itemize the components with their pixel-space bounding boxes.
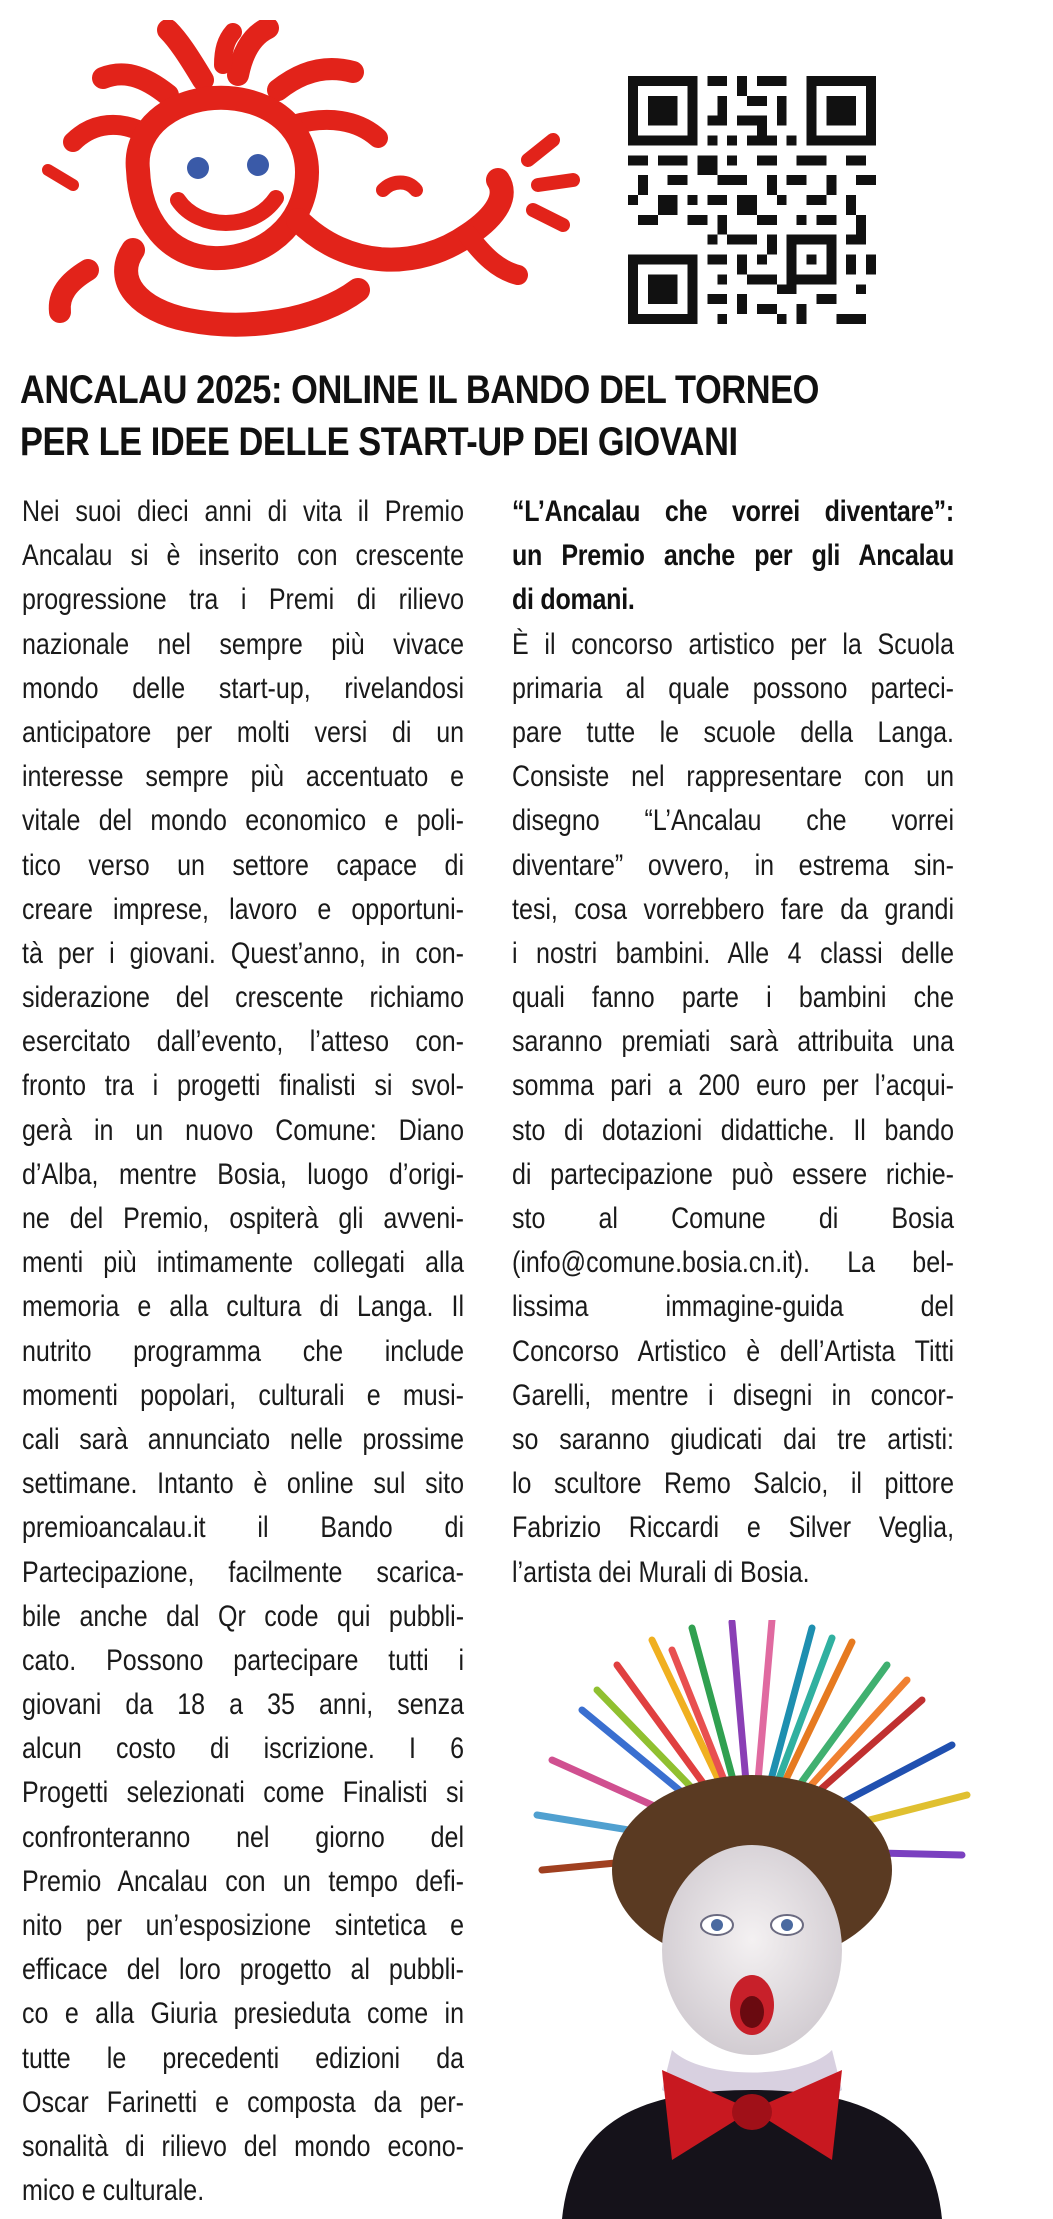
- body-line: Fabrizio Riccardi e Silver Veglia,: [512, 1511, 955, 1545]
- child-with-pencil-hair-photo-icon: [522, 1620, 982, 2219]
- body-line: mondo delle start-up, rivelandosi: [22, 671, 465, 705]
- body-line: Partecipazione, facilmente scarica-: [22, 1555, 465, 1589]
- body-line: efficace del loro progetto al pubbli-: [22, 1953, 465, 1987]
- body-line: somma pari a 200 euro per l’acqui-: [512, 1069, 955, 1103]
- body-line: pare tutte le scuole della Langa.: [512, 715, 955, 749]
- body-line: confronteranno nel giorno del: [22, 1820, 465, 1854]
- body-line: menti più intimamente collegati alla: [22, 1246, 465, 1280]
- body-line: alcun costo di iscrizione. I 6: [22, 1732, 465, 1766]
- body-line: esercitato dall’evento, l’atteso con-: [22, 1025, 465, 1059]
- body-line: nutrito programma che include: [22, 1334, 465, 1368]
- body-line: primaria al quale possono parteci-: [512, 671, 955, 705]
- body-line: cato. Possono partecipare tutti i: [22, 1643, 465, 1677]
- subheading-line: di domani.: [512, 583, 635, 617]
- body-line: tesi, cosa vorrebbero fare da grandi: [512, 892, 955, 926]
- body-line: disegno “L’Ancalau che vorrei: [512, 804, 955, 838]
- body-line: co e alla Giuria presieduta come in: [22, 1997, 465, 2031]
- body-line: diventare” ovvero, in estrema sin-: [512, 848, 955, 882]
- subheading-line: un Premio anche per gli Ancalau: [512, 539, 955, 573]
- article-right-column: [512, 490, 954, 1595]
- body-line: Nei suoi dieci anni di vita il Premio: [22, 495, 465, 528]
- body-line: cali sarà annunciato nelle prossime: [22, 1422, 465, 1456]
- body-line: ne del Premio, ospiterà gli avveni-: [22, 1202, 465, 1235]
- body-line: interesse sempre più accentuato e: [22, 760, 465, 794]
- body-line: mico e culturale.: [22, 2174, 205, 2208]
- body-line: sto di dotazioni didattiche. Il bando: [512, 1113, 955, 1147]
- body-line: di partecipazione può essere richie-: [512, 1157, 955, 1191]
- body-line: È il concorso artistico per la Scuola: [512, 627, 955, 661]
- body-line: sonalità di rilievo del mondo econo-: [22, 2129, 465, 2163]
- body-line: saranno premiati sarà attribuita una: [512, 1025, 955, 1059]
- body-line: giovani da 18 a 35 anni, senza: [22, 1688, 465, 1722]
- body-line: memoria e alla cultura di Langa. Il: [22, 1290, 465, 1324]
- headline-line-2: PER LE IDEE DELLE START-UP DEI GIOVANI: [20, 420, 738, 464]
- body-line: (info@comune.bosia.cn.it). La bel-: [512, 1246, 955, 1280]
- body-line: so saranno giudicati dai tre artisti:: [512, 1422, 955, 1456]
- body-line: gerà in un nuovo Comune: Diano: [22, 1113, 465, 1147]
- body-line: lissima immagine-guida del: [512, 1290, 955, 1324]
- body-line: i nostri bambini. Alle 4 classi delle: [512, 936, 955, 970]
- body-line: d’Alba, mentre Bosia, luogo d’origi-: [22, 1157, 465, 1191]
- headline-line-1: ANCALAU 2025: ONLINE IL BANDO DEL TORNEO: [20, 368, 819, 412]
- body-line: tico verso un settore capace di: [22, 848, 465, 882]
- body-line: Consiste nel rappresentare con un: [512, 760, 955, 794]
- body-line: nito per un’esposizione sintetica e: [22, 1909, 465, 1942]
- body-line: nazionale nel sempre più vivace: [22, 627, 465, 661]
- body-line: tà per i giovani. Quest’anno, in con-: [22, 936, 465, 970]
- body-line: fronto tra i progetti finalisti si svol-: [22, 1069, 465, 1103]
- subheading-line: “L’Ancalau che vorrei diventare”:: [512, 495, 955, 528]
- body-line: vitale del mondo economico e poli-: [22, 804, 465, 838]
- body-line: Premio Ancalau con un tempo defi-: [22, 1864, 465, 1898]
- body-line: premioancalau.it il Bando di: [22, 1511, 465, 1545]
- body-line: lo scultore Remo Salcio, il pittore: [512, 1467, 955, 1501]
- body-line: anticipatore per molti versi di un: [22, 715, 465, 749]
- body-line: settimane. Intanto è online sul sito: [22, 1467, 465, 1501]
- body-line: quali fanno parte i bambini che: [512, 981, 955, 1015]
- body-line: siderazione del crescente richiamo: [22, 981, 465, 1015]
- body-line: l’artista dei Murali di Bosia.: [512, 1555, 810, 1589]
- body-line: progressione tra i Premi di rilievo: [22, 583, 465, 617]
- article-left-column: [22, 490, 464, 2213]
- body-line: Concorso Artistico è dell’Artista Titti: [512, 1334, 955, 1368]
- body-line: sto al Comune di Bosia: [512, 1202, 955, 1235]
- article-headline: [20, 364, 880, 468]
- qr-code-icon: [628, 76, 876, 324]
- body-line: Oscar Farinetti e composta da per-: [22, 2085, 465, 2119]
- body-line: tutte le precedenti edizioni da: [22, 2041, 465, 2075]
- body-line: Garelli, mentre i disegni in concor-: [512, 1378, 955, 1412]
- body-line: momenti popolari, culturali e musi-: [22, 1378, 465, 1412]
- ancalau-logo-icon: [28, 20, 588, 340]
- body-line: creare imprese, lavoro e opportuni-: [22, 892, 465, 926]
- body-line: Progetti selezionati come Finalisti si: [22, 1776, 465, 1810]
- body-line: bile anche dal Qr code qui pubbli-: [22, 1599, 465, 1633]
- body-line: Ancalau si è inserito con crescente: [22, 539, 465, 573]
